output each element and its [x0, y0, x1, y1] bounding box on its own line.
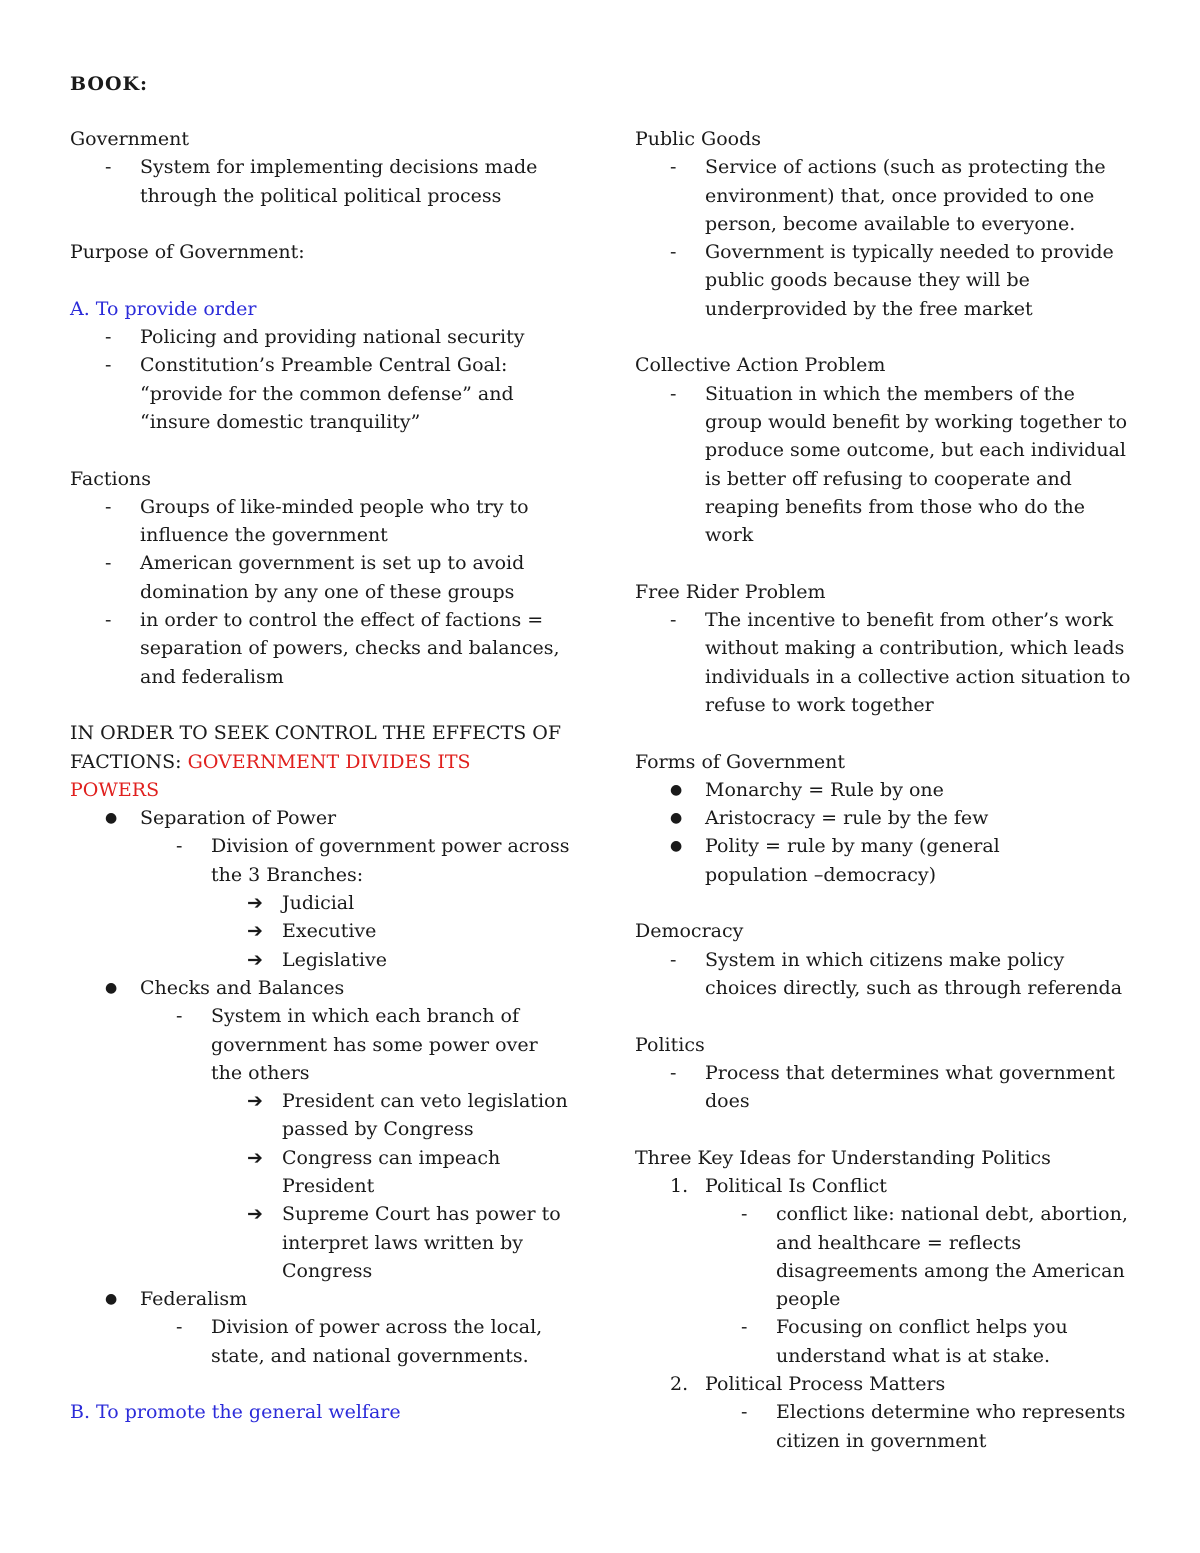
branch-item: ➔ Judicial: [70, 889, 570, 917]
right-column: [635, 125, 1130, 1455]
dash-marker: -: [670, 1061, 677, 1084]
bullet-marker: ●: [670, 838, 683, 855]
forms-item: ● Polity = rule by many (general population –democracy): [635, 832, 1130, 889]
key-idea-item: 1. Political Is Conflict: [635, 1172, 1130, 1200]
dash-marker: -: [741, 1316, 748, 1339]
branch-item: ➔ Legislative: [70, 946, 570, 974]
factions-title: Factions: [70, 467, 152, 490]
divides-heading-line3: POWERS: [70, 778, 160, 801]
dash-marker: -: [670, 241, 677, 264]
purpose-title: Purpose of Government:: [70, 241, 305, 264]
dash-marker: -: [176, 1316, 183, 1339]
key-idea-detail: - Elections determine who represents citizen in government: [635, 1398, 1130, 1455]
checks-example: ➔ Congress can impeach President: [70, 1144, 570, 1201]
number-marker: 1.: [670, 1174, 689, 1197]
dash-marker: -: [105, 552, 112, 575]
separation-definition: - Division of government power across the 3 Branches:: [70, 832, 570, 889]
dash-marker: -: [105, 326, 112, 349]
public-goods-item: - Service of actions (such as protecting the environment) that, once provided to one person, become available to everyone.: [635, 153, 1130, 238]
arrow-marker: ➔: [247, 920, 263, 943]
bullet-marker: ●: [105, 810, 118, 827]
dash-marker: -: [105, 495, 112, 518]
dash-marker: -: [670, 156, 677, 179]
key-idea-item: 2. Political Process Matters: [635, 1370, 1130, 1398]
dash-marker: -: [105, 354, 112, 377]
arrow-marker: ➔: [247, 948, 263, 971]
forms-item: ● Aristocracy = rule by the few: [635, 804, 1130, 832]
checks-bullet: ● Checks and Balances: [70, 974, 570, 1002]
dash-marker: -: [670, 948, 677, 971]
divides-heading-line1: IN ORDER TO SEEK CONTROL THE EFFECTS OF: [70, 722, 562, 745]
dash-marker: -: [176, 835, 183, 858]
bullet-marker: ●: [670, 810, 683, 827]
democracy-title: Democracy: [635, 920, 744, 943]
dash-marker: -: [105, 609, 112, 632]
checks-example: ➔ Supreme Court has power to interpret laws written by Congress: [70, 1200, 570, 1285]
bullet-marker: ●: [105, 1291, 118, 1308]
separation-bullet: ● Separation of Power: [70, 804, 570, 832]
government-definition: - System for implementing decisions made through the political political process: [70, 153, 570, 210]
dash-marker: -: [176, 1005, 183, 1028]
divides-heading-line2: FACTIONS: GOVERNMENT DIVIDES ITS: [70, 750, 471, 773]
key-ideas-title: Three Key Ideas for Understanding Politics: [635, 1146, 1051, 1169]
dash-marker: -: [741, 1203, 748, 1226]
arrow-marker: ➔: [247, 1090, 263, 1113]
number-marker: 2.: [670, 1373, 689, 1396]
forms-title: Forms of Government: [635, 750, 846, 773]
factions-item: - in order to control the effect of factions = separation of powers, checks and balances, and federalism: [70, 606, 570, 691]
federalism-definition: - Division of power across the local, state, and national governments.: [70, 1313, 570, 1370]
collective-action-title: Collective Action Problem: [635, 354, 886, 377]
public-goods-item: - Government is typically needed to provide public goods because they will be underprovided by the free market: [635, 238, 1130, 323]
dash-marker: -: [105, 156, 112, 179]
dash-marker: -: [670, 382, 677, 405]
branch-item: ➔ Executive: [70, 917, 570, 945]
order-item: - Policing and providing national security: [70, 323, 570, 351]
dash-marker: -: [670, 609, 677, 632]
arrow-marker: ➔: [247, 1146, 263, 1169]
checks-definition: - System in which each branch of government has some power over the others: [70, 1002, 570, 1087]
key-idea-detail: - conflict like: national debt, abortion, and healthcare = reflects disagreements among the American people: [635, 1200, 1130, 1313]
order-item: - Constitution’s Preamble Central Goal: “provide for the common defense” and “insure domestic tranquility”: [70, 351, 570, 436]
free-rider-item: - The incentive to benefit from other’s work without making a contribution, which leads individuals in a collective action situation to refuse to work together: [635, 606, 1130, 719]
order-title: A. To provide order: [70, 297, 257, 320]
left-column: [70, 125, 570, 1427]
arrow-marker: ➔: [247, 1203, 263, 1226]
public-goods-title: Public Goods: [635, 128, 761, 150]
dash-marker: -: [741, 1401, 748, 1424]
book-heading: BOOK:: [70, 73, 149, 95]
bullet-marker: ●: [105, 979, 118, 996]
checks-example: ➔ President can veto legislation passed by Congress: [70, 1087, 570, 1144]
democracy-item: - System in which citizens make policy choices directly, such as through referenda: [635, 946, 1130, 1003]
bullet-marker: ●: [670, 781, 683, 798]
government-title: Government: [70, 128, 190, 150]
free-rider-title: Free Rider Problem: [635, 580, 826, 603]
factions-item: - Groups of like-minded people who try to influence the government: [70, 493, 570, 550]
federalism-bullet: ● Federalism: [70, 1285, 570, 1313]
politics-item: - Process that determines what government does: [635, 1059, 1130, 1116]
welfare-title: B. To promote the general welfare: [70, 1401, 401, 1424]
politics-title: Politics: [635, 1033, 705, 1056]
arrow-marker: ➔: [247, 892, 263, 915]
forms-item: ● Monarchy = Rule by one: [635, 776, 1130, 804]
factions-item: - American government is set up to avoid domination by any one of these groups: [70, 549, 570, 606]
collective-action-item: - Situation in which the members of the group would benefit by working together to produce some outcome, but each individual is better off refusing to cooperate and reaping benefits from those who do the work: [635, 380, 1130, 550]
key-idea-detail: - Focusing on conflict helps you understand what is at stake.: [635, 1313, 1130, 1370]
